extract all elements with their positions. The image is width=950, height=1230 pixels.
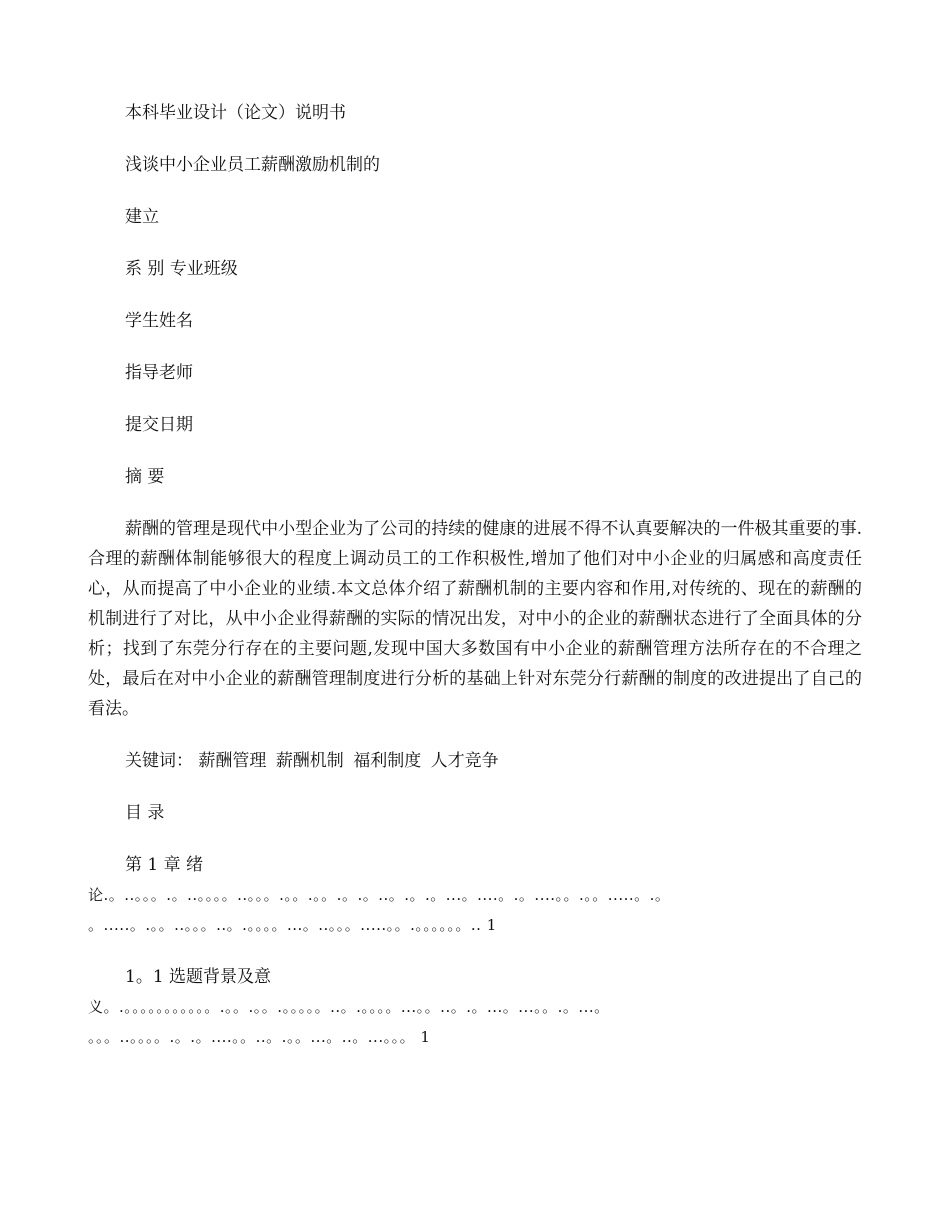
toc-entry-leader-page: 。。。..。。。。.。.。....。。..。.。。...。..。...。。。 1 xyxy=(88,1028,431,1046)
keywords-line xyxy=(88,746,862,776)
title-line-2: 建立 xyxy=(125,207,159,227)
keyword: 人才竞争 xyxy=(430,751,499,771)
field-student: 学生姓名 xyxy=(125,311,193,331)
field-date: 提交日期 xyxy=(125,415,193,435)
field-department: 系 别 专业班级 xyxy=(125,259,238,279)
toc-entry-title: 第 1 章 绪 xyxy=(125,855,204,875)
keyword: 福利制度 xyxy=(353,751,422,771)
toc-entry[interactable] xyxy=(88,850,862,940)
title-line-1: 浅谈中小企业员工薪酬激励机制的 xyxy=(125,155,380,175)
abstract-heading: 摘 要 xyxy=(125,467,165,487)
toc-entry-leader: 论.。..。。。.。..。。。。..。。。.。。.。。.。.。..。.。.。...。....。.。....。。.。。.....。.。 xyxy=(88,886,671,904)
document-header: 本科毕业设计（论文）说明书 xyxy=(125,103,346,123)
toc-entry-leader: 义。.。。。。。。。。。。。.。。.。。.。。。。。..。.。。。。...。。..。.。...。...。。.。...。 xyxy=(88,998,610,1016)
toc-heading: 目 录 xyxy=(125,803,165,823)
field-advisor: 指导老师 xyxy=(125,363,193,383)
toc-entry[interactable] xyxy=(88,962,862,1052)
keyword: 薪酬管理 xyxy=(198,751,267,771)
abstract-paragraph: 薪酬的管理是现代中小型企业为了公司的持续的健康的进展不得不认真要解决的一件极其重要的事.合理的薪酬体制能够很大的程度上调动员工的工作积极性,增加了他们对中小企业的归属感和高度责任心，从而提高了中小企业的业绩.本文总体介绍了薪酬机制的主要内容和作用,对传统的、现在的薪酬的机制进行了对比，从中小企业得薪酬的实际的情况出发，对中小的企业的薪酬状态进行了全面具体的分析；找到了东莞分行存在的主要问题,发现中国大多数国有中小企业的薪酬管理方法所存在的不合理之处，最后在对中小企业的薪酬管理制度进行分析的基础上针对东莞分行薪酬的制度的改进提出了自己的看法。 xyxy=(88,519,862,719)
keyword: 薪酬机制 xyxy=(275,751,344,771)
toc-entry-leader-page: 。.....。.。。..。。。..。.。。。。...。..。。。.....。。.。。。。。。.. 1 xyxy=(88,916,497,934)
toc-entry-title: 1。1 选题背景及意 xyxy=(125,967,272,987)
keywords-label: 关键词： xyxy=(125,751,193,771)
